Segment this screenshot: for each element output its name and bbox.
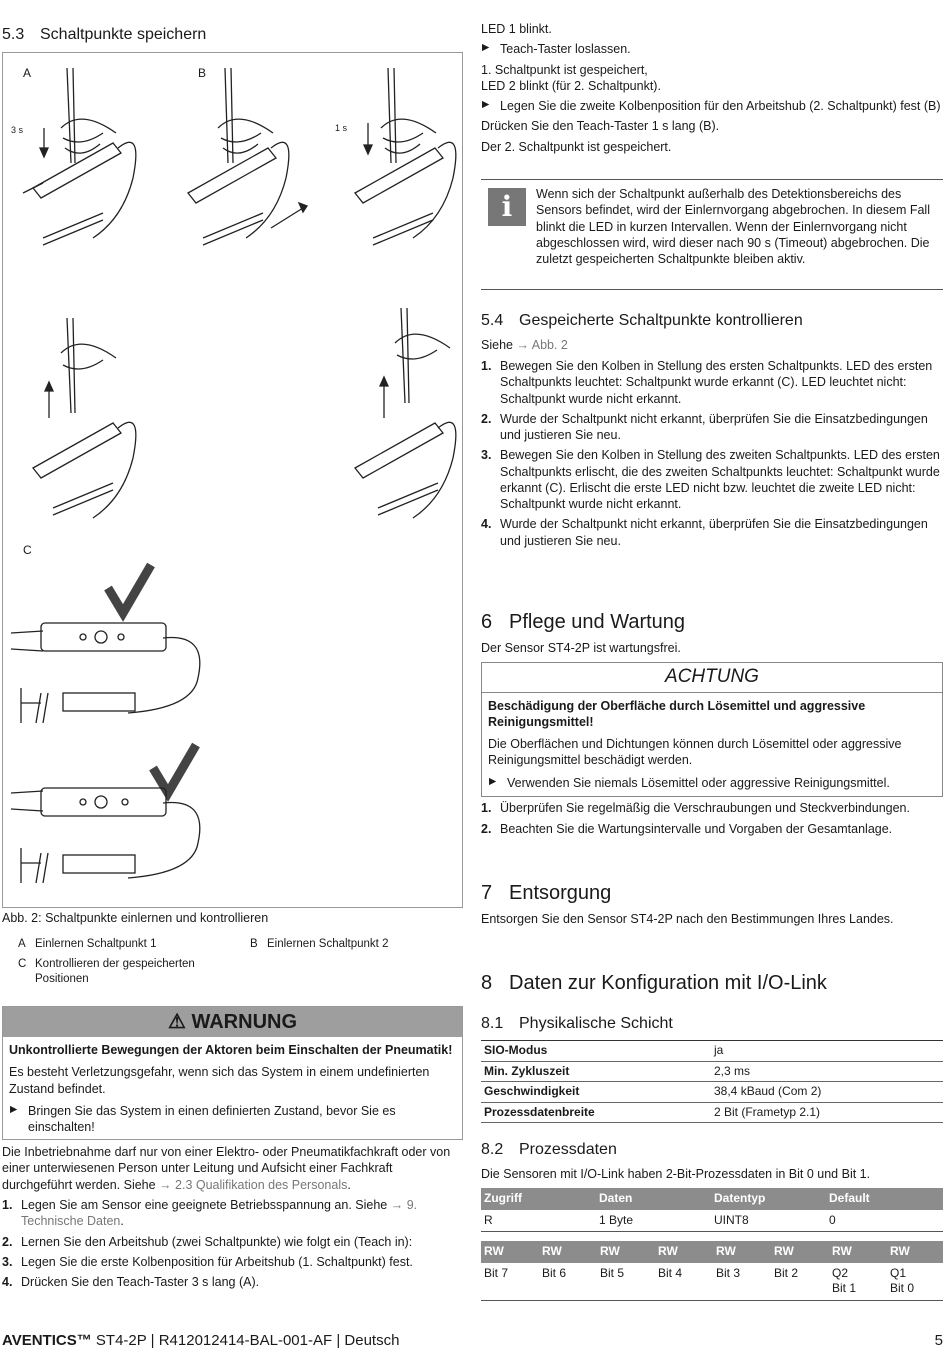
figure-time-a: 3 s: [11, 125, 24, 135]
section-8-2-title: 8.2 Prozessdaten: [481, 1141, 617, 1158]
table-row: Bit 7 Bit 6 Bit 5 Bit 4 Bit 3 Bit 2 Q2 Bit 1 Q1 Bit 0: [481, 1263, 943, 1301]
link-qualifikation[interactable]: → 2.3 Qualifikation des Personals: [159, 1177, 348, 1192]
bit-table: [481, 1241, 943, 1301]
achtung-header: ACHTUNG: [482, 663, 942, 693]
section-8-title: 8 Daten zur Konfiguration mit I/O-Link: [481, 972, 827, 994]
section-7-title: 7 Entsorgung: [481, 882, 612, 904]
warning-box: [2, 1006, 463, 1140]
warning-triangle-icon: ⚠: [167, 1011, 186, 1033]
figure-legend-a: A Einlernen Schaltpunkt 1: [18, 938, 157, 950]
warning-text: Es besteht Verletzungsgefahr, wenn sich das System in einem undefinierten Zustand befindet.: [9, 1065, 430, 1096]
section-8-1-title: 8.1 Physikalische Schicht: [481, 1015, 673, 1032]
warning-headline: Unkontrollierte Bewegungen der Aktoren beim Einschalten der Pneumatik!: [9, 1043, 453, 1057]
info-box: [481, 179, 943, 290]
page-number: 5: [934, 1332, 943, 1349]
list-item: 2. Beachten Sie die Wartungsintervalle und Vorgaben der Gesamtanlage.: [481, 822, 893, 837]
footer-brand: AVENTICS™: [2, 1332, 92, 1349]
right-top-text: [481, 21, 943, 155]
list-item: 2. Lernen Sie den Arbeitshub (zwei Schaltpunkte) wie folgt ein (Teach in):: [2, 1234, 413, 1249]
physical-layer-table: [481, 1040, 943, 1123]
table-row: R 1 Byte UINT8 0: [481, 1210, 943, 1232]
list-item: 3. Bewegen Sie den Kolben in Stellung des zweiten Schaltpunkts. LED des ersten Schaltpunkts erlischt, die des zweiten Schaltpunkts leuchtet: Schaltpunkt wurde erkannt (C). Erlischt die erste LED nicht bzw. leuchtet die zweite LED nicht: Schaltpunkt wurde nicht erkannt.: [481, 448, 940, 511]
process-data-table: [481, 1188, 943, 1232]
text-line: Der 2. Schaltpunkt ist gespeichert.: [481, 139, 672, 154]
table-row: Geschwindigkeit 38,4 kBaud (Com 2): [481, 1082, 943, 1103]
table-row: Min. Zykluszeit 2,3 ms: [481, 1061, 943, 1082]
figure-illustration: [3, 53, 462, 907]
section-6-steps: [481, 800, 943, 838]
figure-label-b: B: [198, 66, 207, 80]
list-item: 3. Legen Sie die erste Kolbenposition für Arbeitshub (1. Schaltpunkt) fest.: [2, 1254, 413, 1269]
figure-legend-b: B Einlernen Schaltpunkt 2: [250, 938, 389, 950]
table-row: Prozessdatenbreite 2 Bit (Frametyp 2.1): [481, 1102, 943, 1123]
text-line: Drücken Sie den Teach-Taster 1 s lang (B).: [481, 119, 720, 134]
section-6-title: 6 Pflege und Wartung: [481, 611, 686, 633]
text-line: LED 2 blinkt (für 2. Schaltpunkt).: [481, 78, 661, 93]
section-5-4-steps: [481, 358, 943, 549]
info-text: Wenn sich der Schaltpunkt außerhalb des Detektionsbereichs des Sensors befindet, wird der Einlernvorgang abgebrochen. In diesem Fall blinkt die LED in kurzen Intervallen. Wenn der Einlernvorgang nicht abgeschlossen wird, wird dieser nach 90 s (Timeout) abgebrochen. Die zuletzt gespeicherten Schaltpunkte bleiben aktiv.: [536, 187, 930, 266]
link-technische-daten[interactable]: → 9. Technische Daten: [21, 1198, 418, 1229]
figure-legend-c: C Kontrollieren der gespeicherten Positionen: [18, 958, 195, 985]
section-6-text: Der Sensor ST4-2P ist wartungsfrei.: [481, 641, 681, 655]
figure-label-a: A: [23, 66, 32, 80]
achtung-headline: Beschädigung der Oberfläche durch Lösemittel und aggressive Reinigungsmittel!: [488, 698, 866, 729]
info-icon: i: [488, 188, 526, 226]
list-item: 4. Drücken Sie den Teach-Taster 3 s lang (A).: [2, 1275, 260, 1289]
section-5-3-title: 5.3 Schaltpunkte speichern: [2, 26, 207, 43]
intro-paragraph: Die Inbetriebnahme darf nur von einer Elektro- oder Pneumatikfachkraft oder von einer unterwiesenen Person unter Leitung und Aufsicht einer Fachkraft durchgeführt werden. Siehe → 2.3 Qualifikation des Personals.: [2, 1145, 451, 1192]
action-item: ▶ Teach-Taster loslassen.: [481, 41, 943, 57]
left-steps: [2, 1197, 460, 1290]
action-item: ▶ Legen Sie die zweite Kolbenposition für den Arbeitshub (2. Schaltpunkt) fest (B): [481, 98, 943, 114]
text-line: 1. Schaltpunkt ist gespeichert,: [481, 62, 648, 77]
list-item: 1. Überprüfen Sie regelmäßig die Verschraubungen und Steckverbindungen.: [481, 801, 910, 815]
section-5-4-title: 5.4 Gespeicherte Schaltpunkte kontrollieren: [481, 312, 803, 329]
footer-doc-info: AVENTICS™ ST4-2P | R412012414-BAL-001-AF | Deutsch: [2, 1332, 400, 1349]
text-line: LED 1 blinkt.: [481, 22, 552, 36]
table-row: SIO-Modus ja: [481, 1041, 943, 1062]
list-item: 4. Wurde der Schaltpunkt nicht erkannt, überprüfen Sie die Einsatzbedingungen und justieren Sie neu.: [481, 517, 928, 548]
achtung-text: Die Oberflächen und Dichtungen können durch Lösemittel oder aggressive Reinigungsmittel beschädigt werden.: [488, 737, 902, 768]
list-item: 2. Wurde der Schaltpunkt nicht erkannt, überprüfen Sie die Einsatzbedingungen und justieren Sie neu.: [481, 411, 928, 442]
section-7-text: Entsorgen Sie den Sensor ST4-2P nach den Bestimmungen Ihres Landes.: [481, 912, 894, 926]
achtung-box: [481, 662, 943, 797]
warning-action: ▶ Bringen Sie das System in einen definierten Zustand, bevor Sie es einschalten!: [9, 1103, 456, 1136]
figure-2: [2, 52, 463, 908]
achtung-action: ▶ Verwenden Sie niemals Lösemittel oder aggressive Reinigungsmittel.: [488, 775, 936, 791]
table-header-row: RW RW RW RW RW RW RW RW: [481, 1241, 943, 1263]
figure-time-b: 1 s: [335, 123, 348, 133]
figure-label-c: C: [23, 543, 32, 557]
list-item: 1. Bewegen Sie den Kolben in Stellung des ersten Schaltpunkts. LED des ersten Schaltpunkts leuchtet: Schaltpunkt wurde erkannt (C). LED leuchtet nicht: Schaltpunkt wurde nicht erkannt.: [481, 359, 933, 406]
link-abb-2[interactable]: → Abb. 2: [516, 338, 568, 352]
section-5-4-see: Siehe → Abb. 2: [481, 338, 568, 352]
warning-header: ⚠ WARNUNG: [3, 1007, 462, 1037]
list-item: 1. Legen Sie am Sensor eine geeignete Betriebsspannung an. Siehe → 9. Technische Daten.: [2, 1198, 418, 1229]
figure-caption: Abb. 2: Schaltpunkte einlernen und kontrollieren: [2, 911, 269, 925]
section-8-2-text: Die Sensoren mit I/O-Link haben 2-Bit-Prozessdaten in Bit 0 und Bit 1.: [481, 1167, 871, 1181]
table-header-row: Zugriff Daten Datentyp Default: [481, 1188, 943, 1210]
